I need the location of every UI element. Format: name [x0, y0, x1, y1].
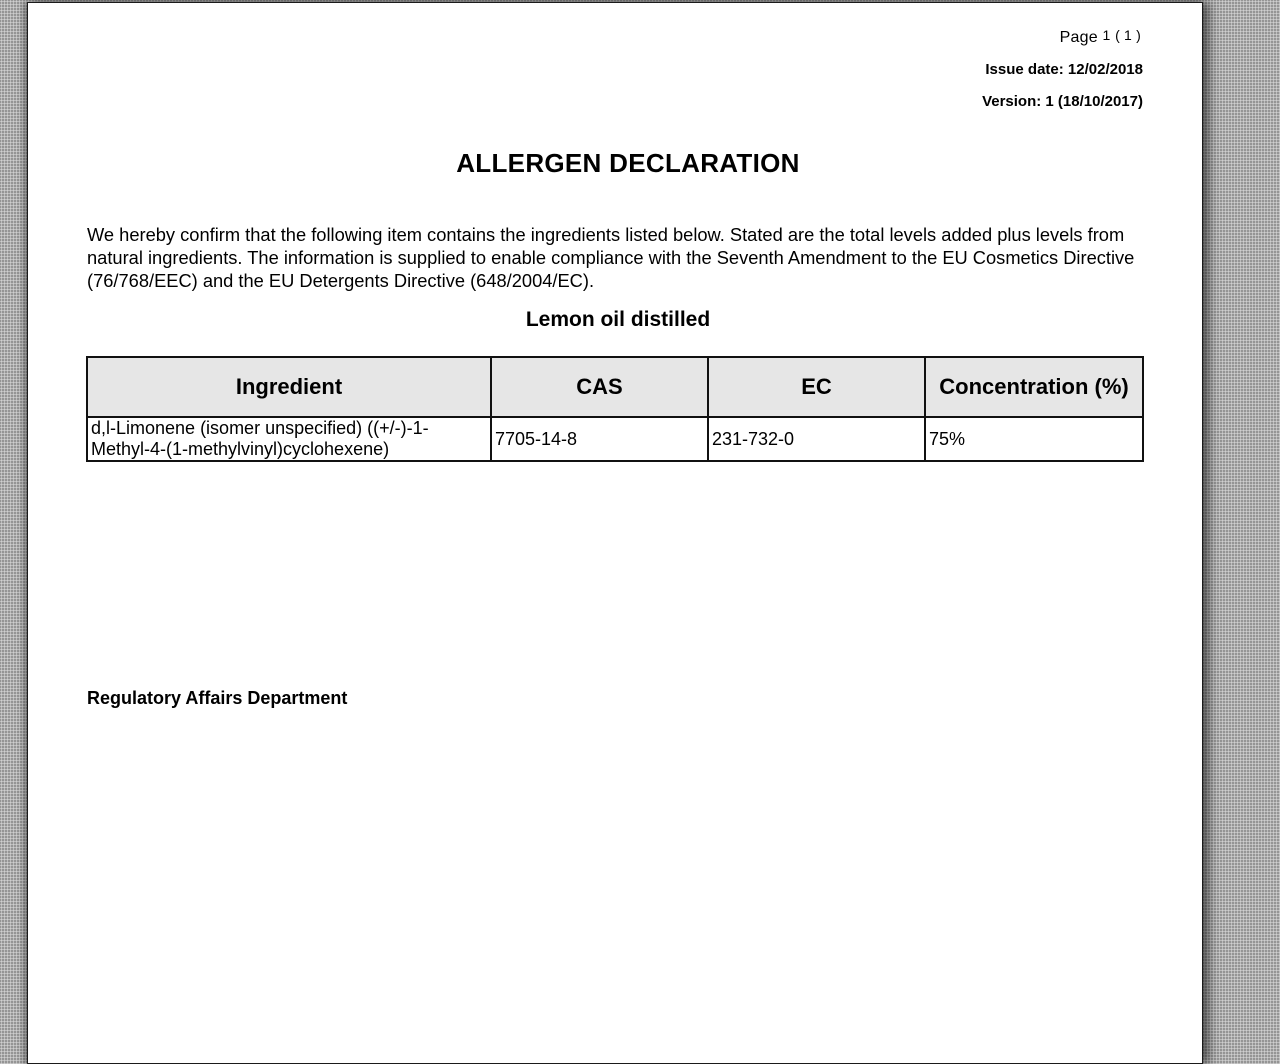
document-title: ALLERGEN DECLARATION: [456, 148, 800, 178]
header-cas: CAS: [491, 357, 708, 417]
cell-ec: 231-732-0: [708, 417, 925, 461]
header-ingredient: Ingredient: [87, 357, 491, 417]
page-number: 1: [1102, 27, 1111, 43]
table-header-row: [87, 357, 1143, 417]
page-total: ( 1 ): [1115, 27, 1141, 43]
product-name: Lemon oil distilled: [525, 308, 711, 331]
intro-paragraph: We hereby confirm that the following item contains the ingredients listed below. Stated are the total levels added plus levels from natural ingredients. The information is supplied to enable compliance with the Seventh Amendment to the EU Cosmetics Directive (76/768/EEC) and the EU Detergents Directive (648/2004/EC).: [87, 224, 1135, 291]
ingredients-table: [86, 356, 1144, 462]
cell-cas: 7705-14-8: [491, 417, 708, 461]
cell-ingredient: d,l-Limonene (isomer unspecified) ((+/-)-1-Methyl-4-(1-methylvinyl)cyclohexene): [87, 417, 491, 461]
page-label: Page: [1059, 29, 1098, 46]
cell-concentration: 75%: [925, 417, 1143, 461]
table-row: [87, 417, 1143, 461]
header-concentration: Concentration (%): [925, 357, 1143, 417]
page-indicator: [1060, 29, 1141, 47]
department-signature: Regulatory Affairs Department: [87, 688, 348, 708]
issue-date: Issue date: 12/02/2018: [985, 61, 1143, 78]
header-ec: EC: [708, 357, 925, 417]
version-info: Version: 1 (18/10/2017): [982, 93, 1143, 110]
document-page: [27, 2, 1203, 1064]
